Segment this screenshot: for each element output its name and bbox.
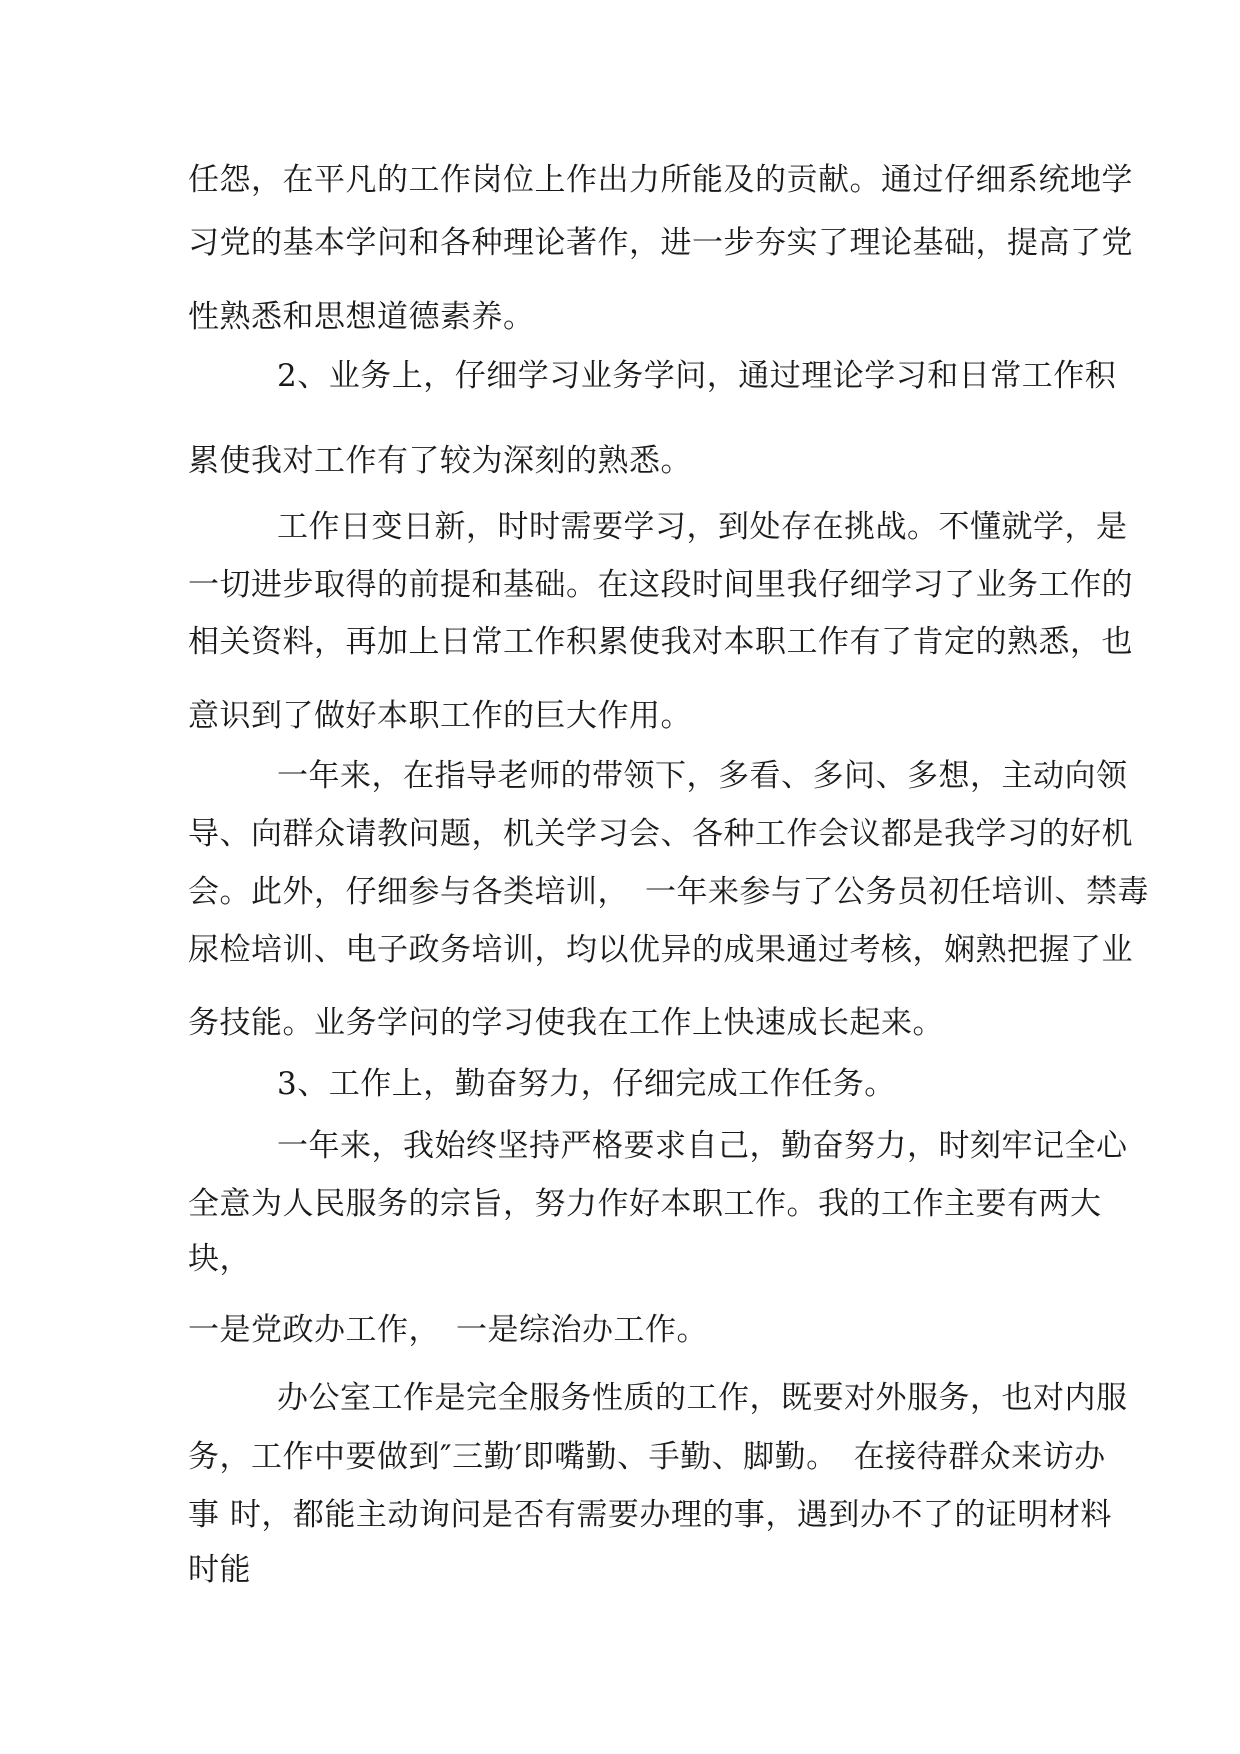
text-line: 时能	[188, 1552, 251, 1588]
text-line: 累使我对工作有了较为深刻的熟悉。	[188, 443, 692, 479]
text-line: 块，	[188, 1241, 251, 1277]
text-line: 意识到了做好本职工作的巨大作用。	[188, 698, 692, 734]
text-line: 一是党政办工作， 一是综治办工作。	[188, 1312, 708, 1348]
text-line: 3、工作上，勤奋努力，仔细完成工作任务。	[277, 1066, 896, 1102]
text-line: 2、业务上，仔细学习业务学问，通过理论学习和日常工作积	[277, 358, 1117, 394]
text-line: 全意为人民服务的宗旨，努力作好本职工作。我的工作主要有两大	[188, 1186, 1102, 1222]
text-line: 务，工作中要做到″三勤′即嘴勤、手勤、脚勤。 在接待群众来访办	[188, 1439, 1106, 1475]
text-line: 任怨，在平凡的工作岗位上作出力所能及的贡献。通过仔细系统地学	[188, 162, 1133, 198]
text-line: 一年来，在指导老师的带领下，多看、多问、多想，主动向领	[277, 758, 1128, 794]
text-line: 工作日变日新，时时需要学习，到处存在挑战。不懂就学，是	[277, 509, 1128, 545]
text-line: 相关资料，再加上日常工作积累使我对本职工作有了肯定的熟悉，也	[188, 624, 1133, 660]
text-line: 一年来，我始终坚持严格要求自己，勤奋努力，时刻牢记全心	[277, 1128, 1128, 1164]
text-line: 一切进步取得的前提和基础。在这段时间里我仔细学习了业务工作的	[188, 567, 1133, 603]
text-line: 事 时，都能主动询问是否有需要办理的事，遇到办不了的证明材料	[188, 1497, 1112, 1533]
text-line: 办公室工作是完全服务性质的工作，既要对外服务，也对内服	[277, 1380, 1128, 1416]
text-line: 会。此外，仔细参与各类培训， 一年来参与了公务员初任培训、禁毒	[188, 874, 1149, 910]
text-line: 习党的基本学问和各种理论著作，进一步夯实了理论基础，提高了党	[188, 225, 1133, 261]
text-line: 尿检培训、电子政务培训，均以优异的成果通过考核，娴熟把握了业	[188, 932, 1133, 968]
text-line: 性熟悉和思想道德素养。	[188, 299, 535, 335]
text-line: 导、向群众请教问题，机关学习会、各种工作会议都是我学习的好机	[188, 816, 1133, 852]
text-line: 务技能。业务学问的学习使我在工作上快速成长起来。	[188, 1005, 944, 1041]
